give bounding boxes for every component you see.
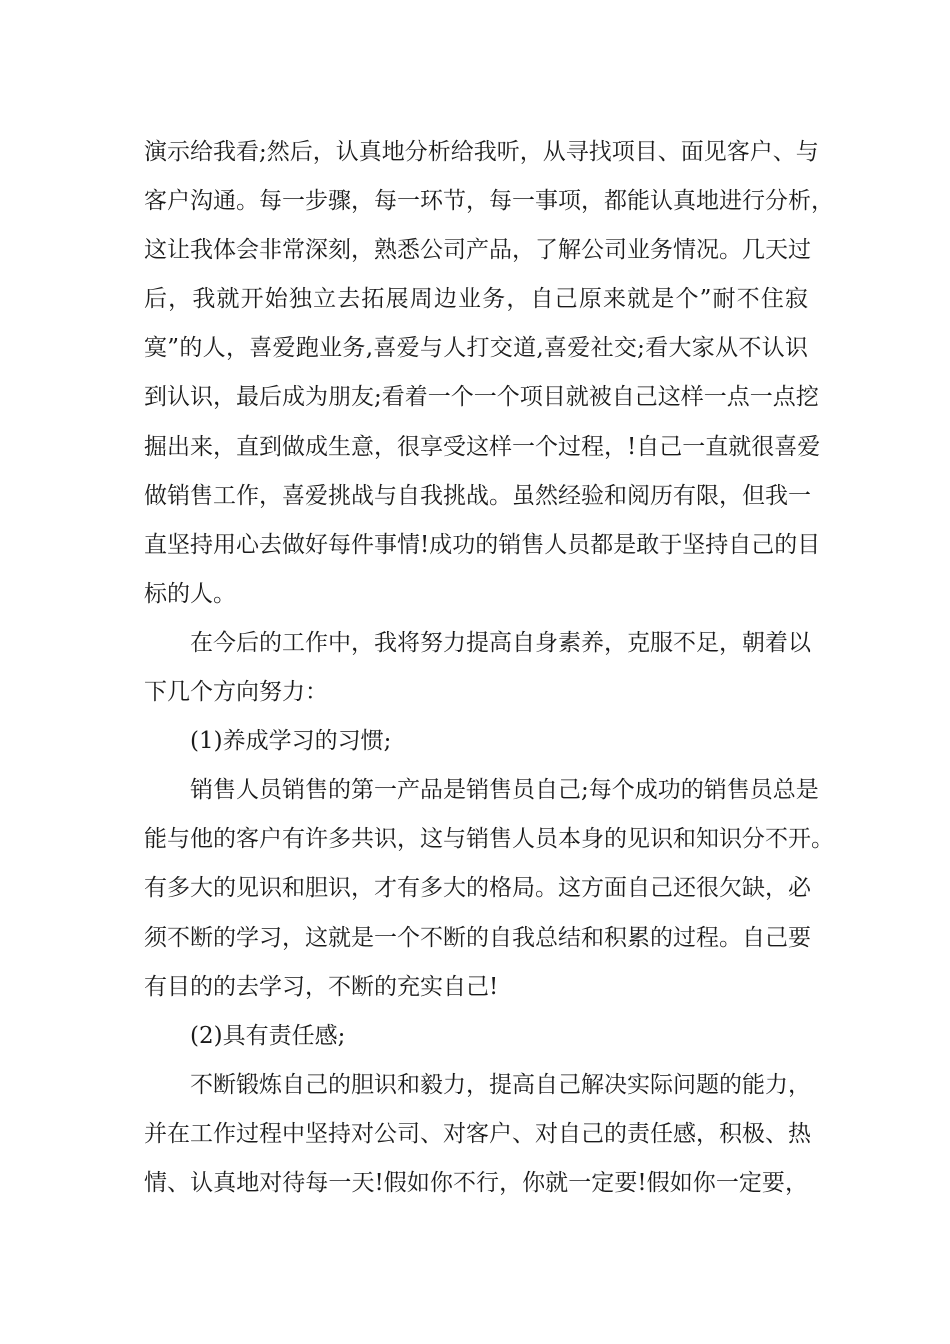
text-line: 下几个方向努力： — [144, 679, 328, 706]
section-heading: (2)具有责任感; — [190, 1022, 346, 1049]
text-line: 情、认真地对待每一天!假如你不行，你就一定要!假如你一定要， — [144, 1169, 808, 1196]
text-line: 做销售工作，喜爱挑战与自我挑战。虽然经验和阅历有限，但我一 — [144, 482, 811, 509]
text-line: 有多大的见识和胆识，才有多大的格局。这方面自己还很欠缺，必 — [144, 875, 811, 902]
text-line: 销售人员销售的第一产品是销售员自己;每个成功的销售员总是 — [190, 777, 819, 804]
text-line: 标的人。 — [144, 580, 236, 607]
text-line: 演示给我看;然后，认真地分析给我听，从寻找项目、面见客户、与 — [144, 139, 819, 165]
text-line: 直坚持用心去做好每件事情!成功的销售人员都是敢于坚持自己的目 — [144, 531, 821, 558]
text-line: 有目的的去学习，不断的充实自己! — [144, 973, 499, 1000]
body-text — [144, 128, 834, 1208]
text-line: 寞”的人，喜爱跑业务,喜爱与人打交道,喜爱社交;看大家从不认识 — [144, 335, 808, 362]
text-line: 后，我就开始独立去拓展周边业务，自己原来就是个”耐不住寂 — [144, 286, 808, 313]
text-line: 不断锻炼自己的胆识和毅力，提高自己解决实际问题的能力， — [190, 1071, 811, 1098]
text-line: 并在工作过程中坚持对公司、对客户、对自己的责任感，积极、热 — [144, 1120, 811, 1147]
text-line: 到认识，最后成为朋友;看着一个一个项目就被自己这样一点一点挖 — [144, 384, 819, 411]
text-line: 这让我体会非常深刻，熟悉公司产品，了解公司业务情况。几天过 — [144, 237, 811, 264]
text-line: 客户沟通。每一步骤，每一环节，每一事项，都能认真地进行分析， — [144, 188, 834, 215]
text-line: 能与他的客户有许多共识，这与销售人员本身的见识和知识分不开。 — [144, 826, 834, 853]
section-heading: (1)养成学习的习惯; — [190, 728, 392, 755]
text-line: 须不断的学习，这就是一个不断的自我总结和积累的过程。自己要 — [144, 924, 811, 951]
text-line: 掘出来，直到做成生意，很享受这样一个过程，!自己一直就很喜爱 — [144, 433, 821, 460]
text-line: 在今后的工作中，我将努力提高自身素养，克服不足，朝着以 — [190, 629, 811, 656]
